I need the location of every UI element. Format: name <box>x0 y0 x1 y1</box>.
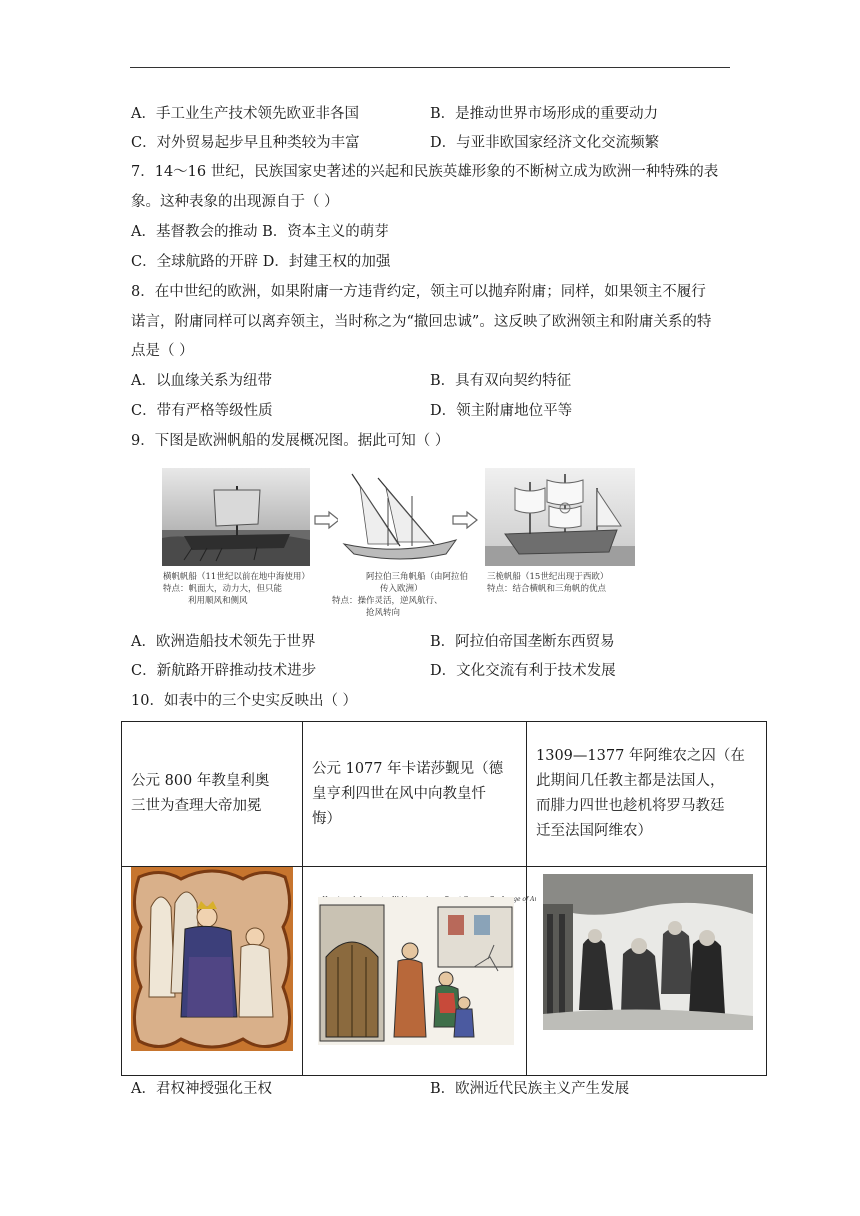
ship3-caption-title: 三桅帆船（15世纪出现于西欧） <box>487 572 609 582</box>
history-events-table <box>121 721 767 1076</box>
q7-stem-line2: 象。这种表象的出现源自于（ ） <box>131 194 339 210</box>
cell3-line2: 此期间几任教主都是法国人， <box>536 773 725 789</box>
q7-options-ab[interactable]: A．基督教会的推动 B．资本主义的萌芽 <box>131 224 389 240</box>
q9-option-b[interactable]: B．阿拉伯帝国垄断东西贸易 <box>430 634 615 650</box>
q10-option-b[interactable]: B．欧洲近代民族主义产生发展 <box>430 1081 630 1097</box>
ship1-caption-feature: 特点：帆面大，动力大，但只能 <box>163 584 283 594</box>
q9-option-c[interactable]: C．新航路开辟推动技术进步 <box>131 663 317 679</box>
cell2-line1: 公元 1077 年卡诺莎觐见（德 <box>312 760 504 777</box>
canossa-illustration <box>318 897 514 1045</box>
q8-stem-line2: 诺言，附庸同样可以离弃领主，当时称之为“撤回忠诚”。这反映了欧洲领主和附庸关系的特 <box>131 314 712 330</box>
q8-option-a[interactable]: A．以血缘关系为纽带 <box>131 373 272 389</box>
q9-option-a[interactable]: A．欧洲造船技术领先于世界 <box>131 634 316 650</box>
cell2-line2: 皇亨利四世在风中向教皇忏 <box>312 785 486 802</box>
q6-option-b[interactable]: B．是推动世界市场形成的重要动力 <box>430 106 659 122</box>
q6-option-a[interactable]: A．手工业生产技术领先欧亚非各国 <box>131 106 359 122</box>
table-cell-image <box>122 867 303 1076</box>
arrow-right-icon <box>314 511 340 529</box>
ship2-caption-title2: 传入欧洲） <box>380 584 423 594</box>
cell1-line2: 三世为查理大帝加冕 <box>131 798 262 814</box>
cell2-line3: 悔） <box>312 810 341 827</box>
ship2-caption-feature: 特点：操作灵活，逆风航行、 <box>332 596 443 606</box>
q6-option-d[interactable]: D．与亚非欧国家经济文化交流频繁 <box>430 135 660 151</box>
square-sail-ship-image <box>162 468 310 566</box>
q6-option-c[interactable]: C．对外贸易起步早且种类较为丰富 <box>131 135 360 151</box>
canossa-image-header: of <box>522 896 529 903</box>
cell3-line3: 而腓力四世也趁机将罗马教廷 <box>536 798 725 814</box>
lateen-sail-ship-image <box>338 468 462 566</box>
q8-option-d[interactable]: D．领主附庸地位平等 <box>430 403 573 419</box>
ship1-caption-feature2: 利用顺风和侧风 <box>188 596 248 606</box>
q8-stem-line3: 点是（ ） <box>131 343 194 359</box>
q8-stem-line1: 8．在中世纪的欧洲，如果附庸一方违背约定，领主可以抛弃附庸；同样，如果领主不履行 <box>131 284 706 300</box>
table-cell <box>122 722 303 867</box>
q8-option-b[interactable]: B．具有双向契约特征 <box>430 373 572 389</box>
table-cell-image <box>303 867 527 1076</box>
ship2-caption-title: 阿拉伯三角帆船（由阿拉伯 <box>366 572 469 582</box>
q7-options-cd[interactable]: C．全球航路的开辟 D．封建王权的加强 <box>131 254 391 270</box>
table-cell <box>303 722 527 867</box>
arrow-right-icon <box>452 511 478 529</box>
cell1-line1: 公元 800 年教皇利奥 <box>131 773 270 789</box>
q9-stem: 9．下图是欧洲帆船的发展概况图。据此可知（ ） <box>131 433 450 449</box>
q10-stem: 10．如表中的三个史实反映出（ ） <box>131 693 358 709</box>
q8-option-c[interactable]: C．带有严格等级性质 <box>131 403 273 419</box>
q7-stem-line1: 7．14～16 世纪，民族国家史著述的兴起和民族英雄形象的不断树立成为欧洲一种特殊的表 <box>131 164 719 180</box>
ship2-caption-feature2: 抢风转向 <box>366 608 401 618</box>
ship1-caption-title: 横帆帆船（11世纪以前在地中海使用） <box>163 572 310 582</box>
table-cell-image <box>527 867 767 1076</box>
q10-option-a[interactable]: A．君权神授强化王权 <box>131 1081 272 1097</box>
q9-option-d[interactable]: D．文化交流有利于技术发展 <box>430 663 616 679</box>
three-masted-ship-image <box>485 468 635 566</box>
cell3-line4: 迁至法国阿维农） <box>536 823 652 839</box>
ship3-caption-feature: 特点：结合横帆和三角帆的优点 <box>487 584 607 594</box>
coronation-illustration <box>131 867 293 1051</box>
cell3-line1: 1309—1377 年阿维农之囚（在 <box>536 748 745 764</box>
header-rule <box>130 67 730 68</box>
table-cell <box>527 722 767 867</box>
avignon-illustration <box>543 874 753 1030</box>
